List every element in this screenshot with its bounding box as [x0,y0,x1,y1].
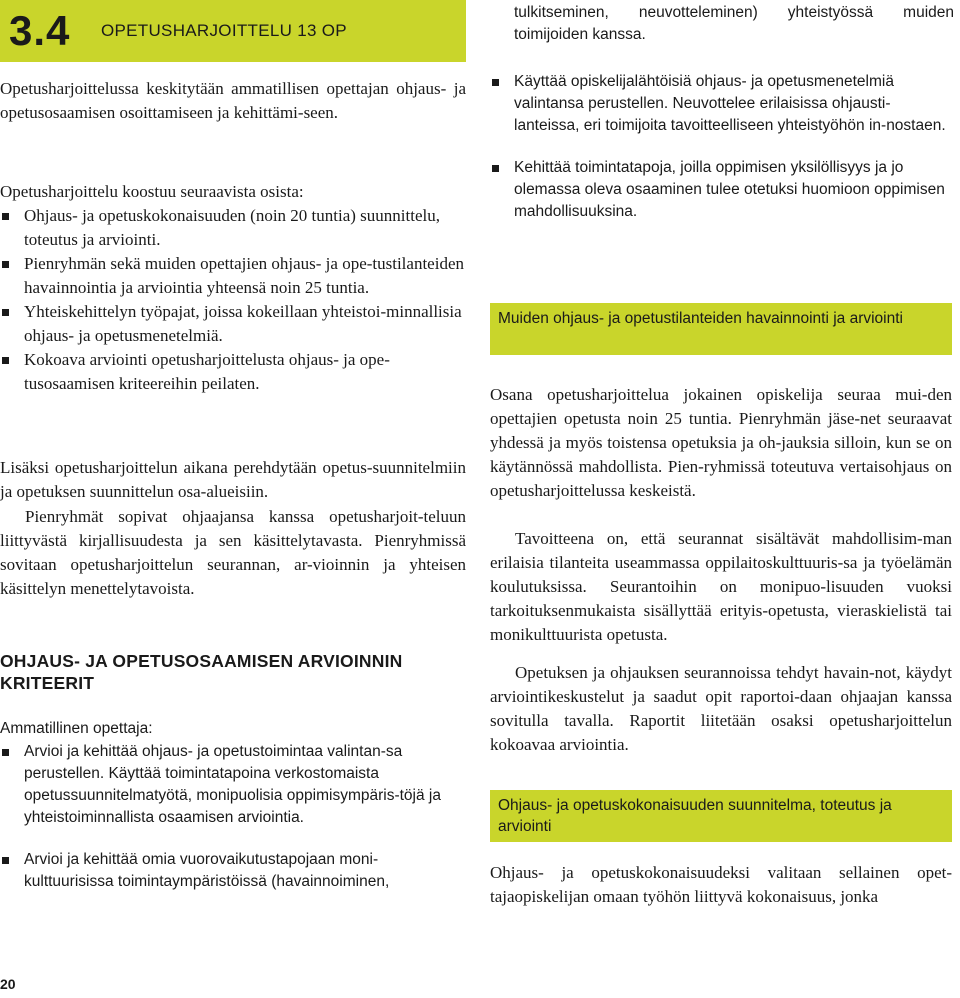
list-item: Arvioi ja kehittää ohjaus- ja opetustoimintaa valintan-sa perustellen. Käyttää toimintatapoina verkostomaista opetussuunnitelmatyötä, monipuolisia oppimisympäris-töjä ja yhteistoiminnallista osaamisen arviointia. [0,741,466,829]
parts-intro: Opetusharjoittelu koostuu seuraavista osista: [0,182,304,201]
list-item: Yhteiskehittelyn työpajat, joissa kokeillaan yhteistoi-minnallisia ohjaus- ja opetusmenetelmiä. [0,300,466,348]
plan-paragraph-1: Ohjaus- ja opetuskokonaisuudeksi valitaan sellainen opet-tajaopiskelijan omaan työhön liittyvä kokonaisuus, jonka [490,863,952,906]
criteria-continuation: tulkitseminen, neuvotteleminen) yhteistyössä muiden toimijoiden kanssa. [514,4,954,43]
subsection-box-plan: Ohjaus- ja opetuskokonaisuuden suunnitelma, toteutus ja arviointi [490,790,952,842]
paragraph-curriculum: Lisäksi opetusharjoittelun aikana perehdytään opetus-suunnitelmiin ja opetuksen suunnittelun osa-alueisiin. [0,458,466,501]
observation-paragraph-2: Tavoitteena on, että seurannat sisältävät mahdollisim-man erilaisia tilanteita useammassa oppilaitoskulttuuris-sa ja työelämän koulutuksissa. Seurantoihin on monipuo-lisuuden vuoksi tarkoituksenmukaista sisällyttää erityis-opetusta, vieraskielistä tai monikulttuurista opetusta. [490,529,952,644]
observation-paragraph-1: Osana opetusharjoittelua jokainen opiskelija seuraa mui-den opettajien opetusta noin 25 tuntia. Pienryhmän jäse-net seuraavat yhdessä ja myös toistensa opetuksia ja oh-jauksia silloin, kun se on käytännössä mahdollista. Pien-ryhmissä toteutuva vertaisohjaus on opetusharjoittelussa keskeistä. [490,385,952,500]
intro-paragraph: Opetusharjoittelussa keskitytään ammatillisen opettajan ohjaus- ja opetusosaamisen osoittamiseen ja kehittämi-seen. [0,79,466,122]
parts-list [0,204,466,396]
criteria-list-right [490,71,954,223]
list-item: Kehittää toimintatapoja, joilla oppimisen yksilöllisyys ja jo olemassa oleva osaaminen tulee otetuksi huomioon oppimisen mahdollisuuksina. [490,157,954,223]
bullet-icon [2,261,9,268]
bullet-icon [492,79,499,86]
list-item: Ohjaus- ja opetuskokonaisuuden (noin 20 tuntia) suunnittelu, toteutus ja arviointi. [0,204,466,252]
list-item: Arvioi ja kehittää omia vuorovaikutustapojaan moni-kulttuurisissa toimintaympäristöissä (havainnoiminen, [0,849,466,893]
list-item: Pienryhmän sekä muiden opettajien ohjaus- ja ope-tustilanteiden havainnointia ja arviointia yhteensä noin 25 tuntia. [0,252,466,300]
observation-paragraph-3: Opetuksen ja ohjauksen seurannoissa tehdyt havain-not, käydyt arviointikeskustelut ja saadut opit raportoi-daan ohjaajan kanssa sovitulla tavalla. Raportit liitetään osaksi opetusharjoittelun kokoavaa arviointia. [490,663,952,754]
section-title: OPETUSHARJOITTELU 13 OP [101,21,347,40]
list-item: Kokoava arviointi opetusharjoittelusta ohjaus- ja ope-tusosaamisen kriteereihin peilaten. [0,348,466,396]
subsection-box-observation: Muiden ohjaus- ja opetustilanteiden havainnointi ja arviointi [490,303,952,355]
criteria-list-left [0,741,466,893]
bullet-icon [2,213,9,220]
bullet-icon [2,357,9,364]
paragraph-literature: Pienryhmät sopivat ohjaajansa kanssa opetusharjoit-teluun liittyvästä kirjallisuudesta ja sen käsittelytavasta. Pienryhmissä sovitaan opetusharjoittelun seurannan, ar-vioinnin ja yhteisen käsittelyn menettelytavoista. [0,507,466,598]
bullet-icon [2,309,9,316]
criteria-heading: OHJAUS- JA OPETUSOSAAMISEN ARVIOINNIN KRITEERIT [0,651,403,693]
bullet-icon [2,857,9,864]
list-item: Käyttää opiskelijalähtöisiä ohjaus- ja opetusmenetelmiä valintansa perustellen. Neuvottelee erilaisissa ohjausti-lanteissa, eri toimijoita tavoitteelliseen yhteistyöhön in-nostaen. [490,71,954,137]
section-number: 3.4 [9,7,71,54]
section-header [0,0,466,62]
bullet-icon [492,165,499,172]
criteria-subheading: Ammatillinen opettaja: [0,720,153,737]
bullet-icon [2,749,9,756]
page-number: 20 [0,976,16,992]
